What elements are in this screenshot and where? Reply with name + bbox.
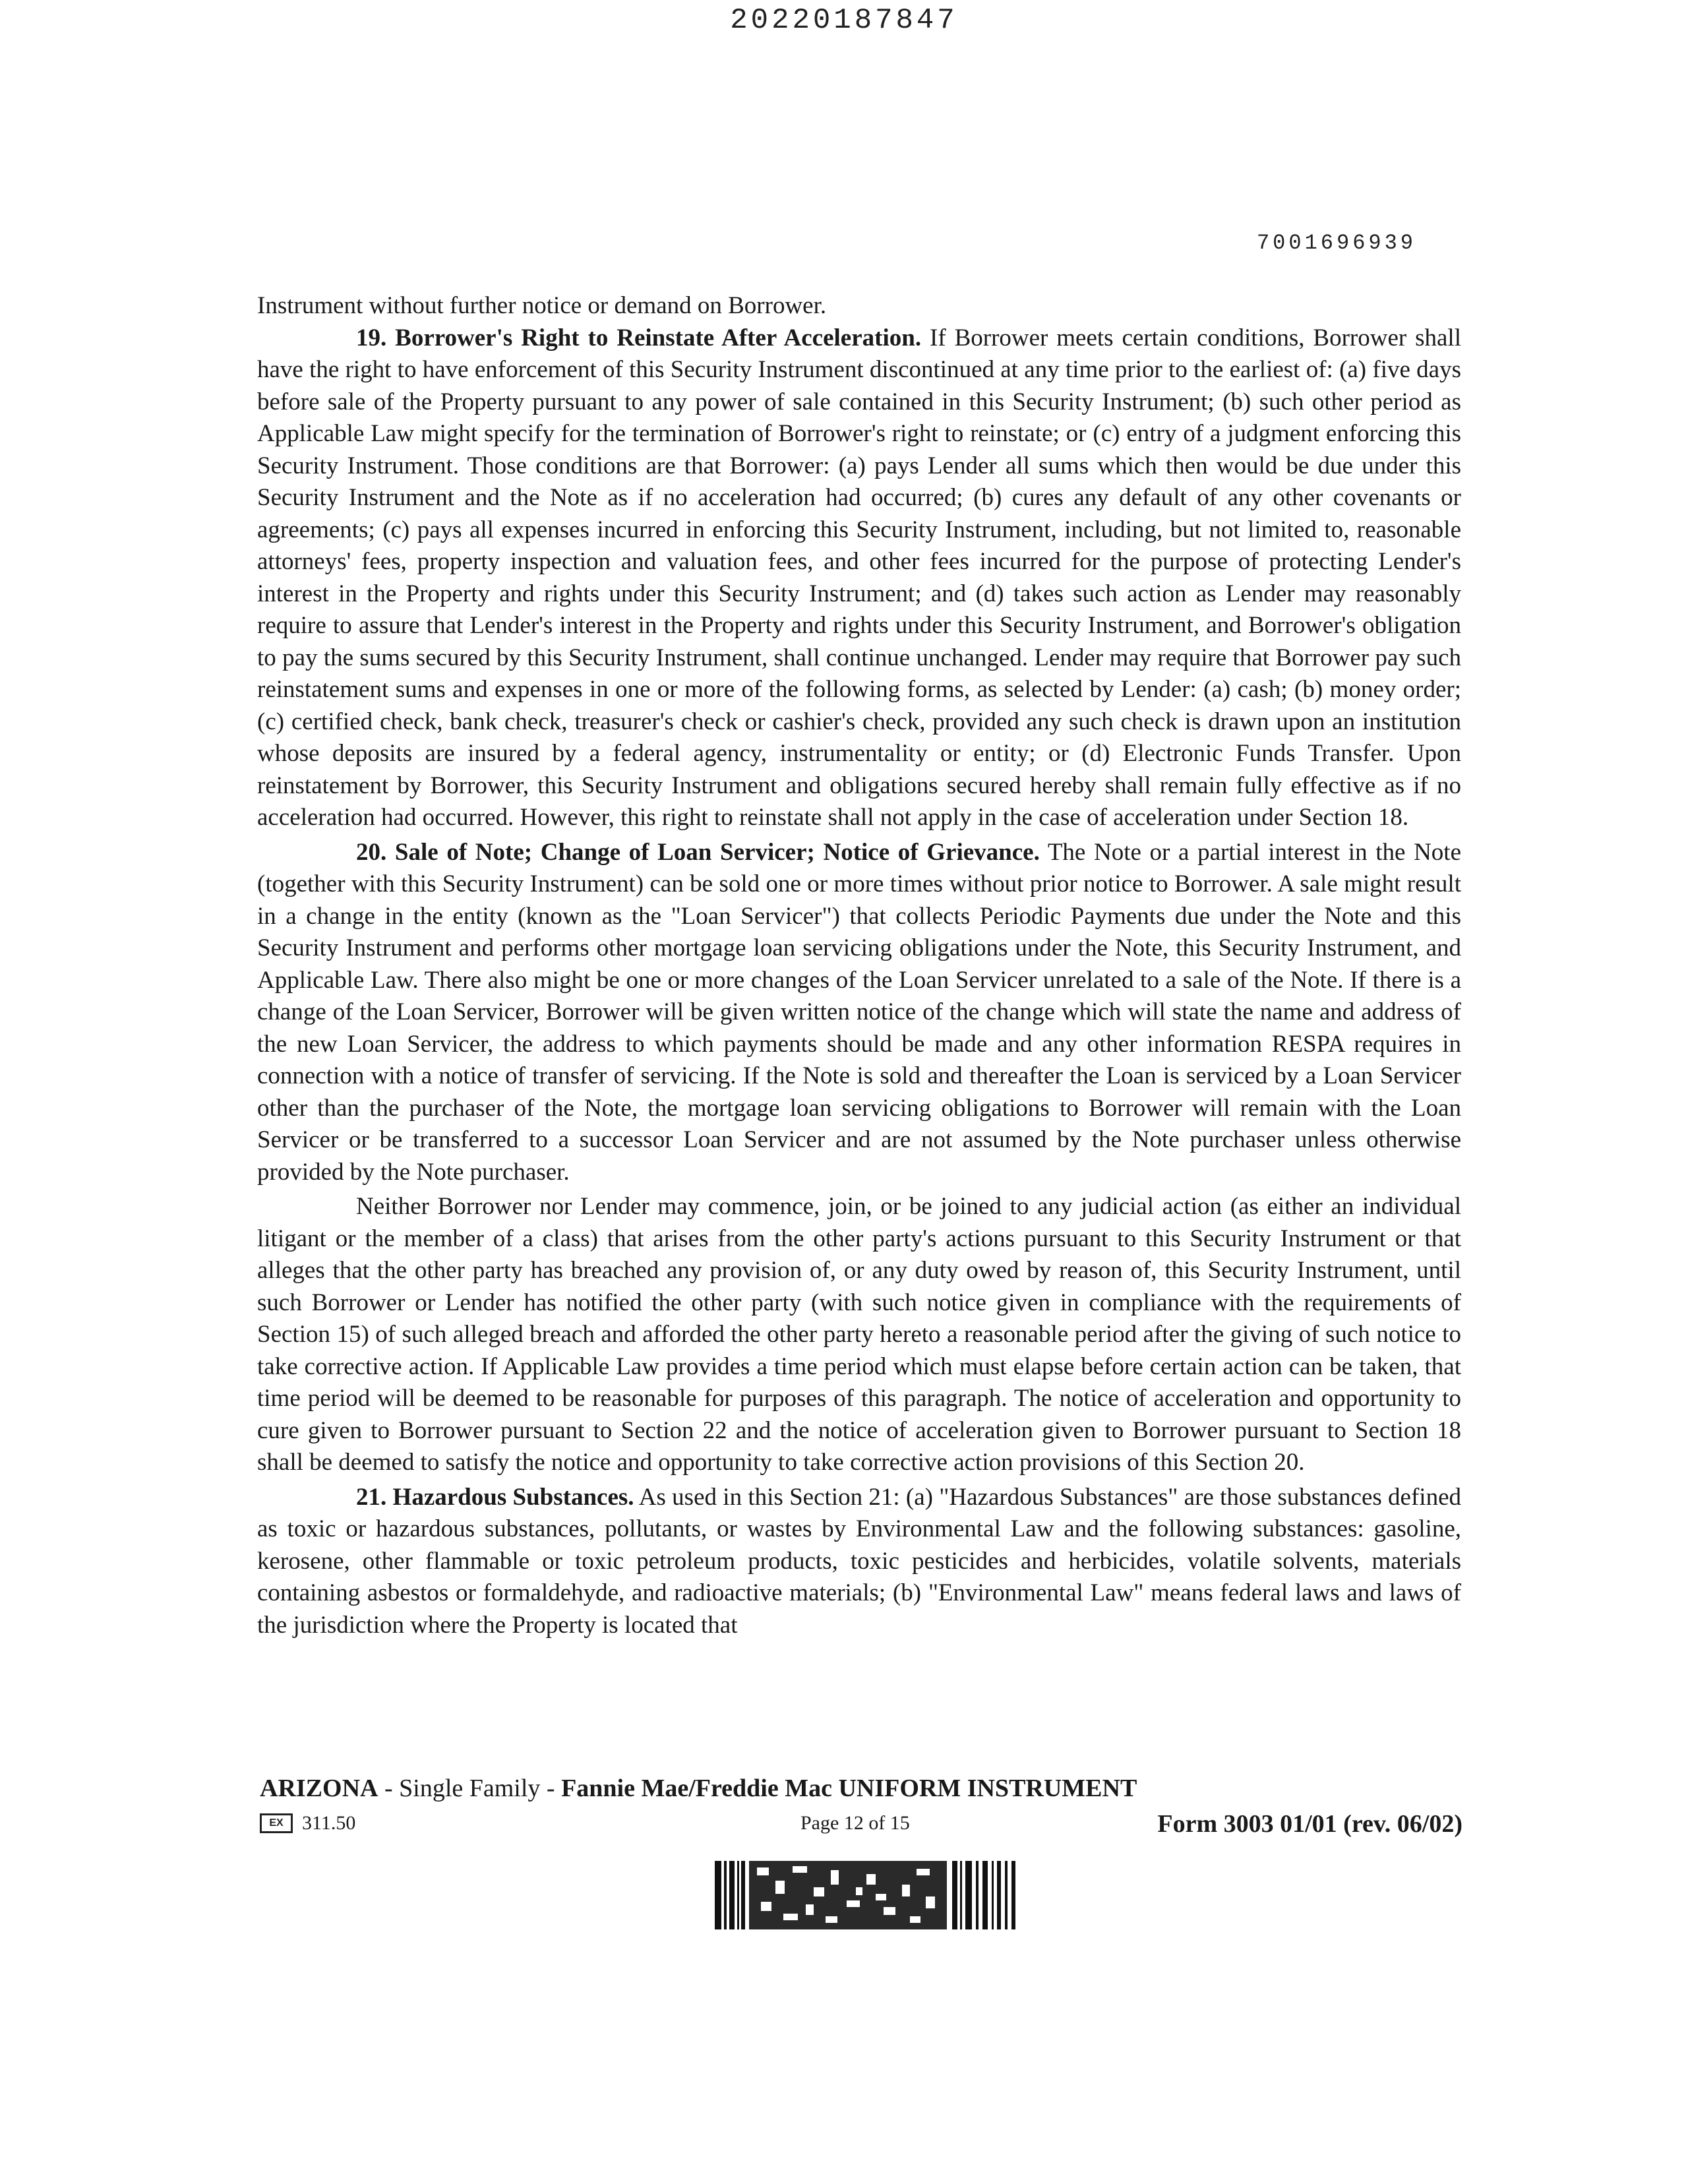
section-20-text: The Note or a partial interest in the Note (together with this Security Instrument) can be sold one or more times without prior notice to Borrower. A sale might result in a change in the entity (known as the "Loan Servicer") that collects Periodic Payments due under the Note and this Security Instrument and performs other mortgage loan servicing obligations under the Note, this Security Instrument, and Applicable Law. There also might be one or more changes of the Loan Servicer unrelated to a sale of the Note. If there is a change of the Loan Servicer, Borrower will be given written notice of the change which will state the name and address of the new Loan Servicer, the address to which payments should be made and any other information RESPA requires in connection with a notice of transfer of servicing. If the Note is sold and thereafter the Loan is serviced by a Loan Servicer other than the purchaser of the Note, the mortgage loan servicing obligations to Borrower will remain with the Loan Servicer or be transferred to a successor Loan Servicer and are not assumed by the Note purchaser unless otherwise provided by the Note purchaser. xyxy=(257,838,1461,1186)
form-code-number: 311.50 xyxy=(302,1812,356,1834)
form-code xyxy=(260,1812,355,1835)
page-number: Page 12 of 15 xyxy=(800,1812,910,1834)
footer-state: ARIZONA xyxy=(260,1774,378,1802)
form-number: Form 3003 01/01 (rev. 06/02) xyxy=(1157,1810,1462,1838)
form-software-icon: EX xyxy=(260,1813,293,1833)
footer-row xyxy=(260,1809,1462,1842)
continuation-text: Instrument without further notice or demand on Borrower. xyxy=(257,292,827,319)
section-20 xyxy=(257,837,1461,1189)
section-19 xyxy=(257,322,1461,834)
footer-instrument: Fannie Mae/Freddie Mac UNIFORM INSTRUMENT xyxy=(561,1774,1137,1802)
barcode-icon xyxy=(715,1861,1015,1929)
section-21-heading: 21. Hazardous Substances. xyxy=(356,1483,634,1511)
footer-title xyxy=(260,1774,1137,1803)
barcode-graphic xyxy=(715,1861,1015,1929)
recording-number: 20220187847 xyxy=(730,4,958,37)
section-21 xyxy=(257,1482,1461,1642)
loan-number: 7001696939 xyxy=(1256,231,1416,255)
section-20-paragraph-2: Neither Borrower nor Lender may commence, join, or be joined to any judicial action (as either an individual litigant or the member of a class) that arises from the other party's actions pursuant to this Security Instrument or that alleges that the other party has breached any provision of, or any duty owed by reason of, this Security Instrument, until such Borrower or Lender has notified the other party (with such notice given in compliance with the requirements of Section 15) of such alleged breach and afforded the other party hereto a reasonable period after the giving of such notice to take corrective action. If Applicable Law provides a time period which must elapse before certain action can be taken, that time period will be deemed to be reasonable for purposes of this paragraph. The notice of acceleration and opportunity to cure given to Borrower pursuant to Section 22 and the notice of acceleration given to Borrower pursuant to Section 18 shall be deemed to satisfy the notice and opportunity to take corrective action provisions of this Section 20. xyxy=(257,1193,1461,1476)
section-19-text: If Borrower meets certain conditions, Borrower shall have the right to have enforcement of this Security Instrument discontinued at any time prior to the earliest of: (a) five days before sale of the Property pursuant to any power of sale contained in this Security Instrument; (b) such other period as Applicable Law might specify for the termination of Borrower's right to reinstate; or (c) entry of a judgment enforcing this Security Instrument. Those conditions are that Borrower: (a) pays Lender all sums which then would be due under this Security Instrument and the Note as if no acceleration had occurred; (b) cures any default of any other covenants or agreements; (c) pays all expenses incurred in enforcing this Security Instrument, including, but not limited to, reasonable attorneys' fees, property inspection and valuation fees, and other fees incurred for the purpose of protecting Lender's interest in the Property and rights under this Security Instrument; and (d) takes such action as Lender may reasonably require to assure that Lender's interest in the Property and rights under this Security Instrument, and Borrower's obligation to pay the sums secured by this Security Instrument, shall continue unchanged. Lender may require that Borrower pay such reinstatement sums and expenses in one or more of the following forms, as selected by Lender: (a) cash; (b) money order; (c) certified check, bank check, treasurer's check or cashier's check, provided any such check is drawn upon an institution whose deposits are insured by a federal agency, instrumentality or entity; or (d) Electronic Funds Transfer. Upon reinstatement by Borrower, this Security Instrument and obligations secured hereby shall remain fully effective as if no acceleration had occurred. However, this right to reinstate shall not apply in the case of acceleration under Section 18. xyxy=(257,324,1461,831)
section-21-text: As used in this Section 21: (a) "Hazardous Substances" are those substances defined as toxic or hazardous substances, pollutants, or wastes by Environmental Law and the following substances: gasoline, kerosene, other flammable or toxic petroleum products, toxic pesticides and herbicides, volatile solvents, materials containing asbestos or formaldehyde, and radioactive materials; (b) "Environmental Law" means federal laws and laws of the jurisdiction where the Property is located that xyxy=(257,1483,1461,1639)
footer-family: - Single Family - xyxy=(378,1774,562,1802)
section-19-heading: 19. Borrower's Right to Reinstate After Acceleration. xyxy=(356,324,922,351)
section-20-heading: 20. Sale of Note; Change of Loan Servicer; Notice of Grievance. xyxy=(356,838,1040,866)
document-body xyxy=(257,290,1461,1641)
